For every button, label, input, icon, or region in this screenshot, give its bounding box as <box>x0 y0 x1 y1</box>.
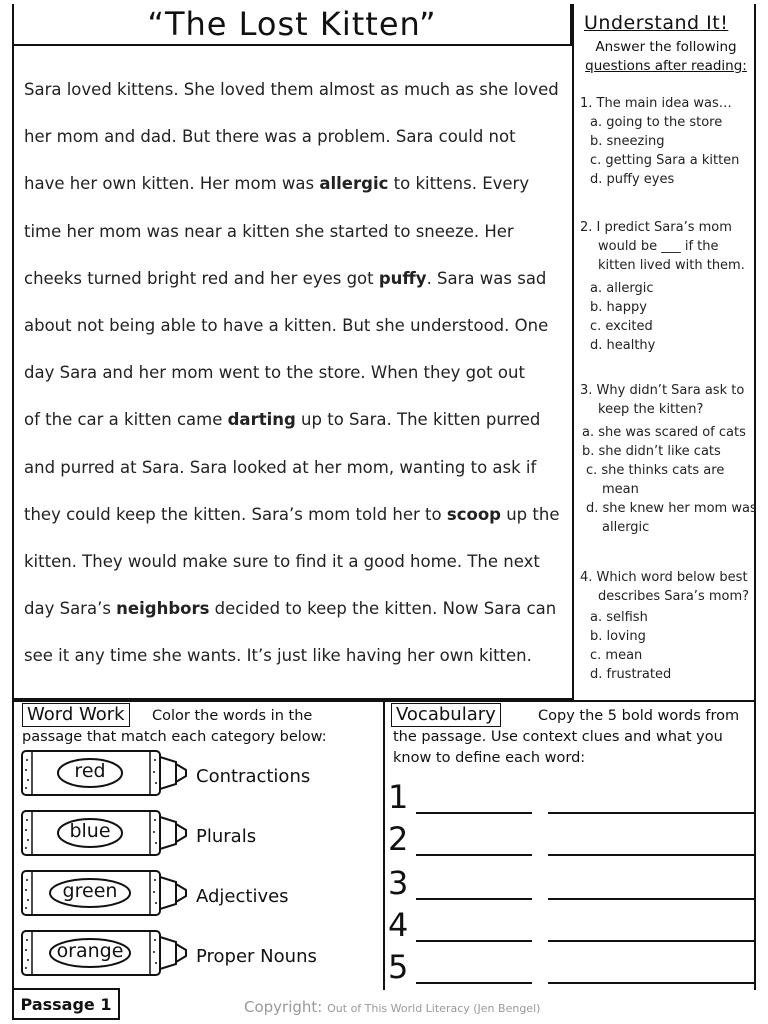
crayon-color-word: blue <box>69 820 111 842</box>
story-line <box>24 302 569 349</box>
crayon-color-word: green <box>62 880 118 902</box>
story-text: decided to keep the kitten. Now Sara can <box>209 599 557 619</box>
vocab-word-line[interactable] <box>416 812 532 814</box>
crayon-orange-icon <box>20 928 188 978</box>
vocab-number: 4 <box>388 906 409 944</box>
story-line <box>24 491 569 538</box>
vocab-word-line[interactable] <box>416 898 532 900</box>
story-line <box>24 66 569 113</box>
story-line <box>24 255 569 302</box>
copyright-text <box>244 998 540 1016</box>
understand-it-title: Understand It! <box>584 12 729 34</box>
crayon-color-word: orange <box>56 940 124 962</box>
answer-option: a. allergic <box>590 281 654 296</box>
crayon-category-label: Contractions <box>196 766 311 787</box>
story-text: day Sara and her mom went to the store. When they got out <box>24 363 525 383</box>
crayon-category-label: Proper Nouns <box>196 946 317 967</box>
story-text: they could keep the kitten. Sara’s mom told her to <box>24 504 447 524</box>
bold-vocab-word: darting <box>227 410 296 430</box>
answer-option: a. going to the store <box>590 115 723 130</box>
question-4 <box>580 568 756 684</box>
story-text: kitten. They would make sure to find it a good home. The next <box>24 552 540 572</box>
instr-line-1: Answer the following <box>595 39 737 55</box>
copyright-label: Copyright: <box>244 998 323 1016</box>
title-box <box>12 4 572 44</box>
story-text: . Sara was sad <box>426 268 547 288</box>
page-title: “The Lost Kitten” <box>147 5 437 43</box>
crayon-category-label: Plurals <box>196 826 257 847</box>
crayon-green-icon <box>20 868 188 918</box>
vocab-number: 1 <box>388 778 409 816</box>
story-text: up the <box>500 504 560 524</box>
understand-it-instructions <box>580 38 752 76</box>
story-text: see it any time she wants. It’s just like having her own kitten. <box>24 646 532 666</box>
story-line <box>24 632 569 679</box>
answer-option: b. sneezing <box>590 134 665 149</box>
vocab-word-line[interactable] <box>416 854 532 856</box>
bold-vocab-word: allergic <box>319 174 389 194</box>
vocab-definition-line[interactable] <box>548 854 754 856</box>
story-text: have her own kitten. Her mom was <box>24 174 320 194</box>
story-line <box>24 208 569 255</box>
story-line <box>24 585 569 632</box>
story-line <box>24 538 569 585</box>
vocabulary-instructions: Copy the 5 bold words from the passage. Use context clues and what you know to define each word: <box>393 708 740 766</box>
question-2 <box>580 218 754 355</box>
vocab-definition-line[interactable] <box>548 940 754 942</box>
answer-option: c. she thinks cats are mean <box>586 463 725 497</box>
vocab-definition-line[interactable] <box>548 898 754 900</box>
story-line <box>24 396 569 443</box>
answer-option: c. mean <box>590 648 643 663</box>
word-work-title: Word Work <box>22 703 130 727</box>
story-text: up to Sara. The kitten purred <box>295 410 541 430</box>
bold-vocab-word: puffy <box>378 268 427 288</box>
story-line <box>24 113 569 160</box>
answer-option: a. selfish <box>590 610 648 625</box>
vocab-number: 2 <box>388 820 409 858</box>
story-text: cheeks turned bright red and her eyes got <box>24 268 379 288</box>
vocab-definition-line[interactable] <box>548 812 754 814</box>
story-text: about not being able to have a kitten. But she understood. One <box>24 316 549 336</box>
answer-option: a. she was scared of cats <box>582 425 746 440</box>
answer-option: b. loving <box>590 629 646 644</box>
vocab-word-line[interactable] <box>416 940 532 942</box>
copyright-owner: Out of This World Literacy (Jen Bengel) <box>327 1002 541 1015</box>
crayon-red-icon <box>20 748 188 798</box>
question-1 <box>580 94 756 189</box>
vocab-number: 3 <box>388 864 409 902</box>
vocab-word-line[interactable] <box>416 982 532 984</box>
story-box <box>12 44 574 700</box>
question-stem: 2. I predict Sara’s mom would be ___ if the kitten lived with them. <box>580 220 745 273</box>
answer-option: d. healthy <box>590 338 656 353</box>
answer-option: d. she knew her mom was allergic <box>586 501 757 535</box>
crayon-blue-icon <box>20 808 188 858</box>
crayon-category-label: Adjectives <box>196 886 289 907</box>
story-passage <box>24 66 569 680</box>
story-line <box>24 444 569 491</box>
story-text: Sara loved kittens. She loved them almost as much as she loved <box>24 80 559 99</box>
answer-option: d. frustrated <box>590 667 672 682</box>
story-text: time her mom was near a kitten she started to sneeze. Her <box>24 221 514 241</box>
bold-vocab-word: scoop <box>446 504 501 524</box>
question-stem: 3. Why didn’t Sara ask to keep the kitten? <box>580 383 745 417</box>
instr-line-2: questions after reading: <box>585 58 747 74</box>
story-line <box>24 160 569 207</box>
bold-vocab-word: neighbors <box>116 599 210 619</box>
answer-option: b. she didn’t like cats <box>582 444 721 459</box>
answer-option: d. puffy eyes <box>590 172 675 187</box>
story-text: day Sara’s <box>24 599 117 619</box>
story-line <box>24 349 569 396</box>
answer-option: c. getting Sara a kitten <box>590 153 740 168</box>
story-text: of the car a kitten came <box>24 410 228 430</box>
passage-label: Passage 1 <box>12 988 120 1020</box>
question-3 <box>580 381 764 537</box>
story-text: to kittens. Every <box>388 174 530 194</box>
vocabulary-title: Vocabulary <box>391 703 501 727</box>
section-divider <box>383 700 385 990</box>
story-text: and purred at Sara. Sara looked at her mom, wanting to ask if <box>24 457 537 477</box>
understand-it-panel <box>572 4 756 700</box>
crayon-color-word: red <box>74 760 106 782</box>
question-stem: 4. Which word below best describes Sara’s mom? <box>580 570 750 604</box>
vocab-definition-line[interactable] <box>548 982 754 984</box>
vocab-number: 5 <box>388 948 409 986</box>
answer-option: c. excited <box>590 319 653 334</box>
answer-option: b. happy <box>590 300 647 315</box>
question-stem: 1. The main idea was… <box>580 96 732 111</box>
story-text: her mom and dad. But there was a problem. Sara could not <box>24 127 516 147</box>
word-work-instructions: Color the words in the passage that match each category below: <box>22 708 327 745</box>
